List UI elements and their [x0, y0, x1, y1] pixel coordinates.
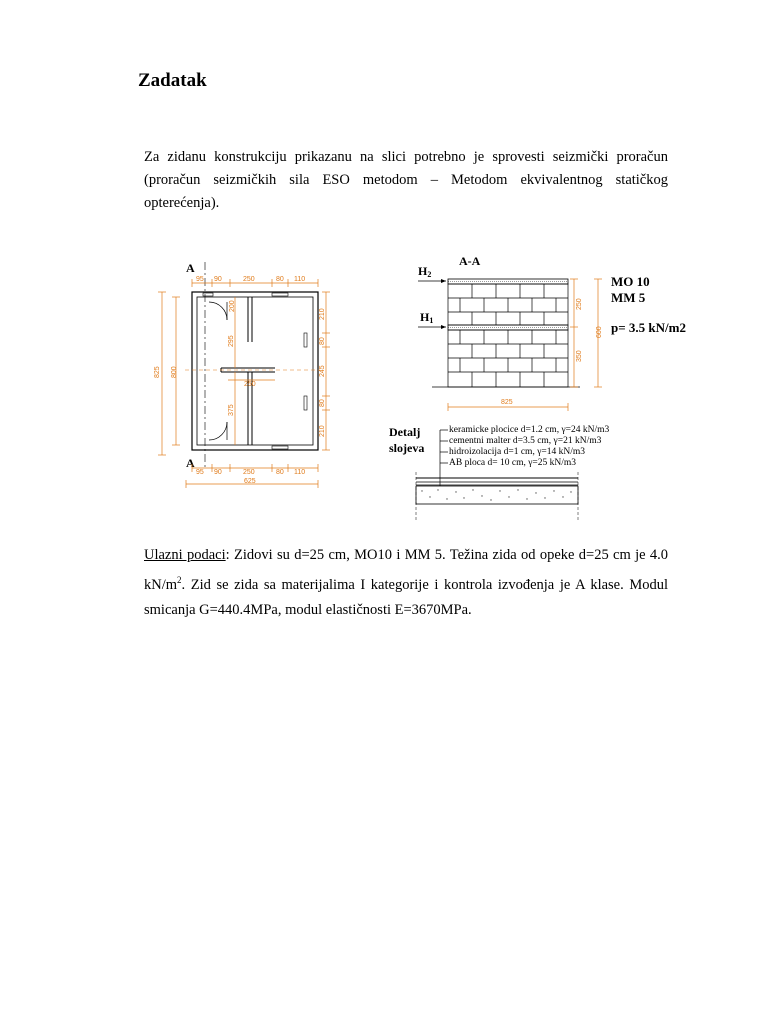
top-dim-2: 90 — [214, 276, 222, 283]
section-height-lower: 350 — [576, 350, 583, 362]
left-outer-dim: 825 — [154, 366, 161, 378]
section-marker-bottom: A — [186, 456, 195, 470]
input-data-label: Ulazni podaci — [144, 547, 226, 563]
page-title: Zadatak — [138, 70, 207, 91]
layer-item-3: hidroizolacija d=1 cm, γ=14 kN/m3 — [449, 447, 586, 457]
left-inner-dim: 800 — [171, 366, 178, 378]
input-data-text-2: . Zid se zida sa materijalima I kategorije i kontrola izvođenja je A klase. Modul smicanja G=440.4MPa, modul elastičnosti E=3670MPa. — [144, 576, 668, 618]
force-h2-label: H2 — [418, 264, 432, 279]
section-width: 825 — [501, 399, 513, 406]
task-paragraph: Za zidanu konstrukciju prikazanu na slici potrebno je sprovesti seizmički proračun (proračun seizmičkih sila ESO metodom – Metodom ekvivalentnog statičkog opterećenja). — [144, 149, 668, 211]
bottom-dim-5: 110 — [294, 469, 306, 476]
section-aa — [418, 254, 686, 411]
layer-item-2: cementni malter d=3.5 cm, γ=21 kN/m3 — [449, 436, 602, 446]
layer-title-1: Detalj — [389, 425, 421, 439]
section-title: A-A — [459, 254, 481, 268]
top-dim-1: 95 — [196, 276, 204, 283]
right-dim-2: 80 — [319, 337, 326, 345]
bottom-dim-1: 95 — [196, 469, 204, 476]
section-marker-top: A — [186, 261, 195, 275]
layer-item-4: AB ploca d= 10 cm, γ=25 kN/m3 — [449, 458, 577, 468]
right-dim-3: 245 — [319, 365, 326, 377]
bottom-dim-4: 80 — [276, 469, 284, 476]
layer-title-2: slojeva — [389, 441, 425, 455]
force-h1-label: H1 — [420, 310, 434, 325]
bottom-dim-2: 90 — [214, 469, 222, 476]
right-dim-1: 210 — [319, 308, 326, 320]
mortar-mo-label: MO 10 — [611, 274, 650, 289]
inner-dim-4: 200 — [229, 300, 236, 312]
layer-detail — [389, 425, 610, 520]
mortar-mm-label: MM 5 — [611, 290, 646, 305]
input-data-superscript: 2 — [177, 575, 182, 585]
layer-item-1: keramicke plocice d=1.2 cm, γ=24 kN/m3 — [449, 425, 610, 435]
inner-dim-1: 295 — [228, 335, 235, 347]
section-height-upper: 250 — [576, 298, 583, 310]
total-width-dim: 625 — [244, 478, 256, 485]
top-dim-3: 250 — [243, 276, 255, 283]
floor-plan — [154, 261, 330, 488]
top-dim-4: 80 — [276, 276, 284, 283]
section-height-total: 600 — [596, 326, 603, 338]
right-dim-4: 80 — [319, 399, 326, 407]
input-data-text-1: : Zidovi su d=25 cm, MO10 i MM 5. Težina zida od opeke d=25 cm je 4.0 kN/m — [144, 547, 668, 593]
inner-dim-3: 250 — [244, 381, 256, 388]
right-dim-5: 210 — [319, 425, 326, 437]
bottom-dim-3: 250 — [243, 469, 255, 476]
load-label: p= 3.5 kN/m2 — [611, 320, 686, 335]
top-dim-5: 110 — [294, 276, 306, 283]
inner-dim-2: 375 — [228, 404, 235, 416]
